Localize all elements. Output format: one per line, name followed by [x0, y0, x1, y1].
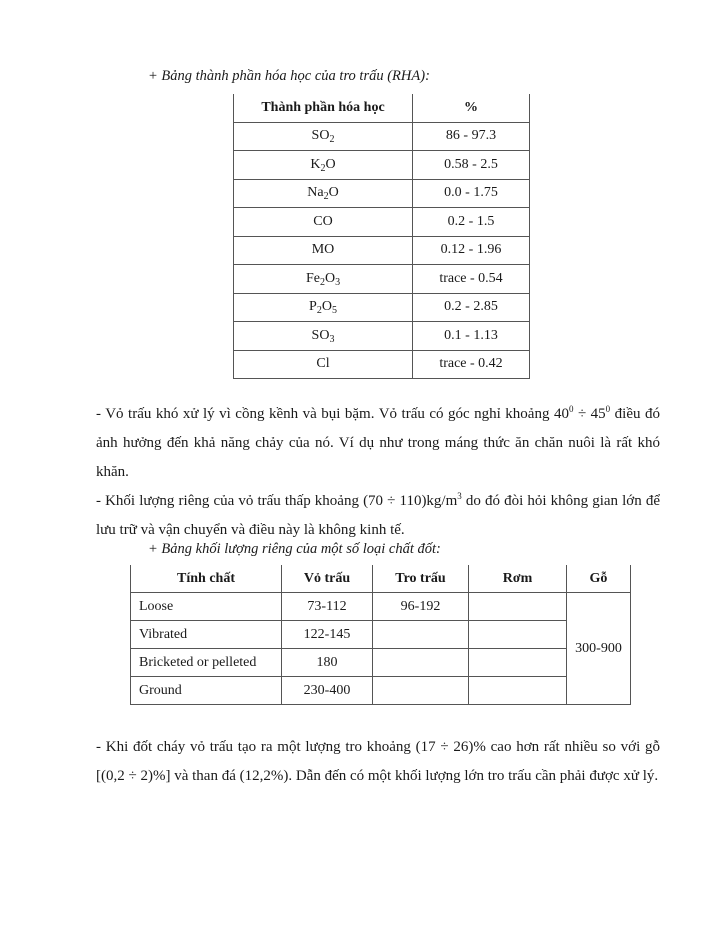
column-header: Tro trấu — [373, 565, 469, 593]
table-row — [234, 322, 530, 351]
table-row — [234, 208, 530, 237]
rice-husk-ash-cell — [373, 621, 469, 649]
table-row — [234, 265, 530, 294]
rice-husk-cell: 180 — [282, 649, 373, 677]
percent-cell: 0.58 - 2.5 — [413, 151, 530, 180]
straw-cell — [469, 593, 567, 621]
compound-cell: $Na_2O$ — [234, 179, 413, 208]
percent-cell: trace - 0.42 — [413, 350, 530, 379]
percent-cell: trace - 0.54 — [413, 265, 530, 294]
column-header: Gỗ — [567, 565, 631, 593]
paragraph-ash-content: - Khi đốt cháy vỏ trấu tạo ra một lượng tro khoảng (17 ÷ 26)% cao hơn rất nhiều so với gỗ [(0,2 ÷ 2)%] và than đá (12,2%). Dẫn đến có một khối lượng lớn tro trấu cần phải được xử lý. — [96, 739, 660, 784]
percent-cell: 0.2 - 1.5 — [413, 208, 530, 237]
straw-cell — [469, 677, 567, 705]
table-header-row — [131, 565, 631, 593]
property-cell: Ground — [131, 677, 282, 705]
percent-cell: 0.2 - 2.85 — [413, 293, 530, 322]
rice-husk-cell: 230-400 — [282, 677, 373, 705]
property-cell: Bricketed or pelleted — [131, 649, 282, 677]
compound-cell: MO — [234, 236, 413, 265]
column-header: % — [413, 94, 530, 122]
compound-cell: Cl — [234, 350, 413, 379]
property-cell: Vibrated — [131, 621, 282, 649]
percent-cell: 0.1 - 1.13 — [413, 322, 530, 351]
table-row — [131, 593, 631, 621]
straw-cell — [469, 621, 567, 649]
table2-caption: + Bảng khối lượng riêng của một số loại chất đốt: — [148, 541, 441, 557]
rice-husk-cell: 122-145 — [282, 621, 373, 649]
column-header: Tính chất — [131, 565, 282, 593]
rice-husk-ash-cell — [373, 649, 469, 677]
fuel-density-table — [130, 565, 631, 705]
percent-cell: 86 - 97.3 — [413, 122, 530, 151]
column-header: Vỏ trấu — [282, 565, 373, 593]
table-row — [234, 350, 530, 379]
compound-cell: $K_2O$ — [234, 151, 413, 180]
table-row — [234, 179, 530, 208]
table-row — [234, 293, 530, 322]
column-header: Thành phần hóa học — [234, 94, 413, 122]
property-cell: Loose — [131, 593, 282, 621]
straw-cell — [469, 649, 567, 677]
compound-cell: $P_2O_5$ — [234, 293, 413, 322]
table-header-row — [234, 94, 530, 122]
table-row — [234, 236, 530, 265]
rice-husk-ash-cell: 96-192 — [373, 593, 469, 621]
percent-cell: 0.12 - 1.96 — [413, 236, 530, 265]
table-row — [131, 677, 631, 705]
compound-cell: $Fe_2O_3$ — [234, 265, 413, 294]
compound-cell: $SO_3$ — [234, 322, 413, 351]
table1-caption: + Bảng thành phần hóa học của tro trấu (RHA): — [148, 68, 430, 84]
compound-cell: $SO_2$ — [234, 122, 413, 151]
rice-husk-ash-cell — [373, 677, 469, 705]
column-header: Rơm — [469, 565, 567, 593]
percent-cell: 0.0 - 1.75 — [413, 179, 530, 208]
compound-cell: CO — [234, 208, 413, 237]
rice-husk-cell: 73-112 — [282, 593, 373, 621]
chemical-composition-table — [233, 94, 530, 379]
table-row — [234, 122, 530, 151]
paragraph-angle-of-repose: - Vỏ trấu khó xử lý vì cồng kềnh và bụi bặm. Vỏ trấu có góc nghỉ khoảng $40^0 \div 45^0$ điều đó ảnh hưởng đến khả năng chảy của nó. Ví dụ như trong máng thức ăn chăn nuôi là rất khó khăn. — [96, 404, 660, 480]
table-row — [131, 649, 631, 677]
table-row — [234, 151, 530, 180]
table-row — [131, 621, 631, 649]
paragraph-density: - Khối lượng riêng của vỏ trấu thấp khoảng $(70 \div 110)kg/m^3$ do đó đòi hỏi không gian lớn để lưu trữ và vận chuyển và điều này là không kinh tế. — [96, 491, 661, 538]
wood-cell: 300-900 — [567, 593, 631, 705]
